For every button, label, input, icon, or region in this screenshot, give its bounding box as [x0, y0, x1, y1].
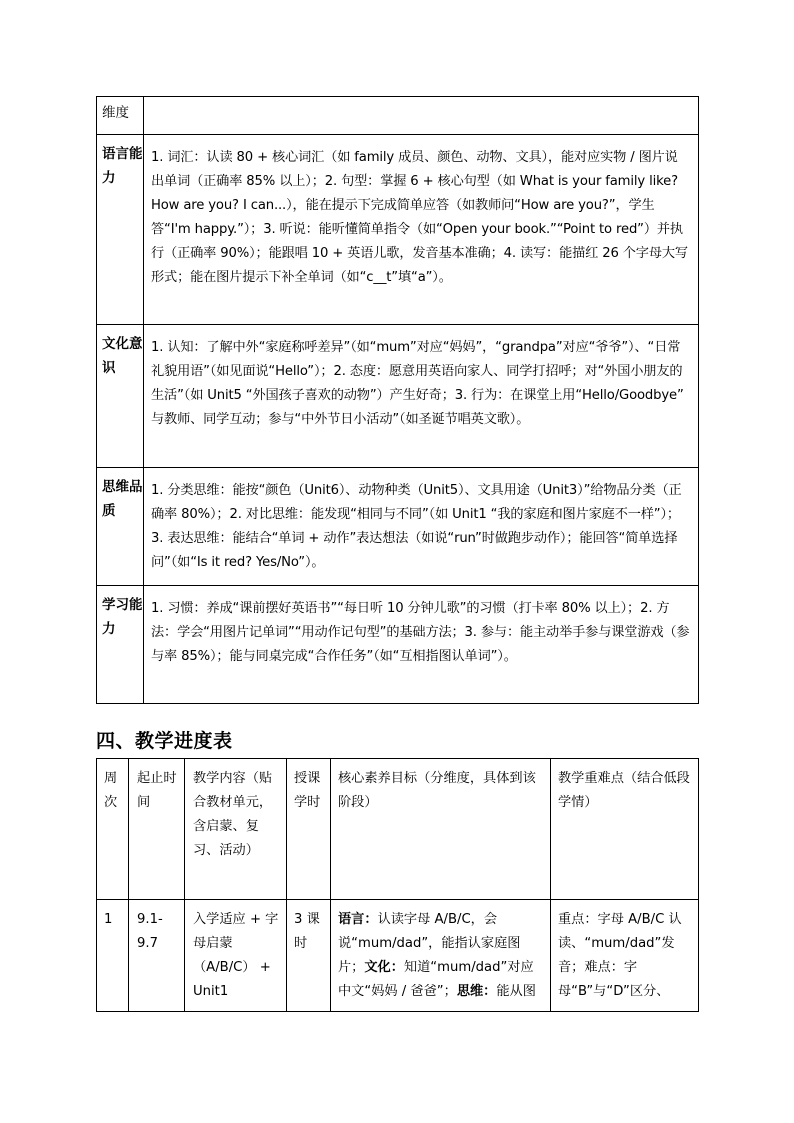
dimension-label: 维度	[97, 97, 144, 135]
table-header-row	[97, 759, 699, 900]
table-row	[97, 97, 699, 135]
goal-label-language: 语言：	[338, 912, 378, 927]
dimension-content: 1. 习惯：养成“课前摆好英语书”“每日听 10 分钟儿歌”的习惯（打卡率 80% 以上）；2. 方法：学会“用图片记单词”“用动作记句型”的基础方法；3. 参与：能主动举手参与课堂游戏（参与率 85%）；能与同桌完成“合作任务”（如“互相指图认单词”）。	[144, 586, 699, 704]
section-title: 四、教学进度表	[96, 730, 233, 752]
dimension-label: 学习能力	[97, 586, 144, 704]
hours-cell: 3 课时	[287, 900, 331, 1012]
goals-cell	[331, 900, 551, 1012]
dimension-label: 文化意识	[97, 325, 144, 468]
header-goals: 核心素养目标（分维度，具体到该阶段）	[331, 759, 551, 900]
dimension-content: 1. 词汇：认读 80 + 核心词汇（如 family 成员、颜色、动物、文具），能对应实物 / 图片说出单词（正确率 85% 以上）；2. 句型：掌握 6 + 核心句型（如 What is your family like? How are you? I can...），能在提示下完成简单应答（如教师问“How are you?”，学生答“I'm happy.”）；3. 听说：能听懂简单指令（如“Open your book.”“Point to red”）并执行（正确率 90%）；能跟唱 10 + 英语儿歌，发音基本准确；4. 读写：能描红 26 个字母大写形式；能在图片提示下补全单词（如“c__t”填“a”）。	[144, 135, 699, 325]
goal-text-language: 认读字母 A/B/C，会说“mum/dad”，能指认家庭图片；	[338, 912, 521, 975]
table-row	[97, 135, 699, 325]
table-row	[97, 468, 699, 586]
keypoints-cell: 重点：字母 A/B/C 认读、“mum/dad”发音；难点：字母“B”与“D”区分、	[551, 900, 699, 1012]
dimension-content: 1. 分类思维：能按“颜色（Unit6）、动物种类（Unit5）、文具用途（Unit3）”给物品分类（正确率 80%）；2. 对比思维：能发现“相同与不同”（如 Unit1 “我的家庭和图片家庭不一样”）；3. 表达思维：能结合“单词 + 动作”表达想法（如说“run”时做跑步动作）；能回答“简单选择问”（如“Is it red? Yes/No”）。	[144, 468, 699, 586]
schedule-table	[96, 758, 699, 1012]
dimension-content	[144, 97, 699, 135]
table-row	[97, 586, 699, 704]
dimension-content: 1. 认知：了解中外“家庭称呼差异”（如“mum”对应“妈妈”，“grandpa”对应“爷爷”）、“日常礼貌用语”（如见面说“Hello”）；2. 态度：愿意用英语向家人、同学打招呼；对“外国小朋友的生活”（如 Unit5 “外国孩子喜欢的动物”）产生好奇；3. 行为：在课堂上用“Hello/Goodbye” 与教师、同学互动；参与“中外节日小活动”（如圣诞节唱英文歌）。	[144, 325, 699, 468]
header-content: 教学内容（贴合教材单元，含启蒙、复习、活动）	[185, 759, 287, 900]
header-week: 周次	[97, 759, 129, 900]
dimension-label: 思维品质	[97, 468, 144, 586]
core-literacy-table	[96, 96, 699, 704]
table-row	[97, 325, 699, 468]
dates-cell: 9.1-9.7	[129, 900, 185, 1012]
content-cell: 入学适应 + 字母启蒙（A/B/C） + Unit1	[185, 900, 287, 1012]
goal-text-thinking: 能从图	[496, 984, 536, 999]
goal-text-culture: 知道“mum/dad”对应中文“妈妈 / 爸爸”；	[338, 960, 534, 999]
header-dates: 起止时间	[129, 759, 185, 900]
header-hours: 授课学时	[287, 759, 331, 900]
goal-label-thinking: 思维：	[456, 984, 497, 999]
goal-label-culture: 文化：	[364, 960, 404, 975]
week-cell: 1	[97, 900, 129, 1012]
header-keypoints: 教学重难点（结合低段学情）	[551, 759, 699, 900]
table-row	[97, 900, 699, 1012]
dimension-label: 语言能力	[97, 135, 144, 325]
